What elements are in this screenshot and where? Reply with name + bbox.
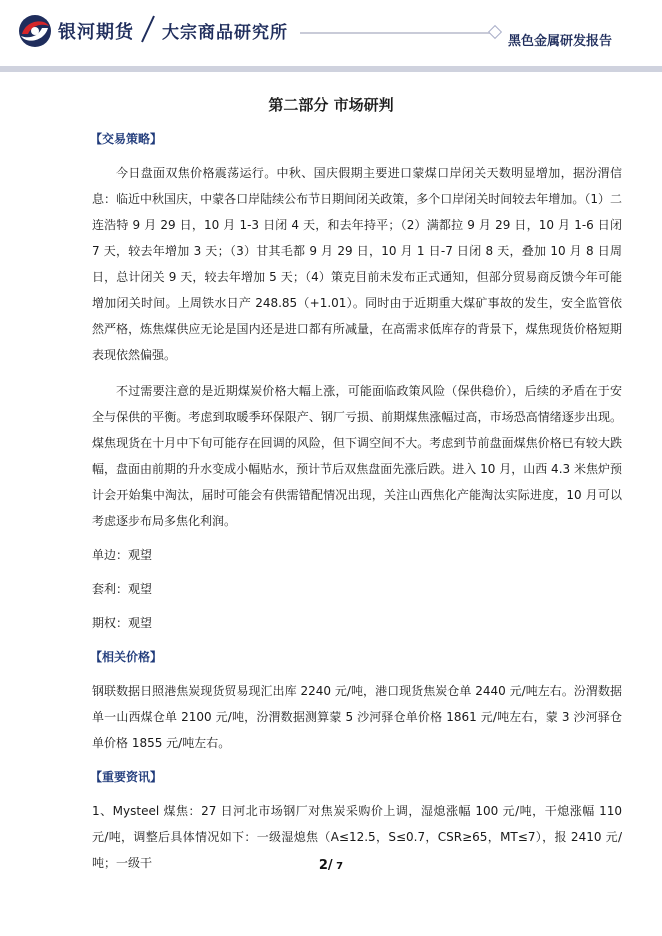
report-body xyxy=(92,126,622,876)
related-prices-heading: 【相关价格】 xyxy=(90,650,163,664)
header-rule xyxy=(300,32,496,34)
arbitrage-strategy: 套利：观望 xyxy=(92,582,153,596)
strategy-paragraph: 今日盘面双焦价格震荡运行。中秋、国庆假期主要进口蒙煤口岸闭关天数明显增加，据汾渭信息：临近中秋国庆，中蒙各口岸陆续公布节日期间闭关政策，多个口岸闭关时间较去年增加。（1）二连浩特 9 月 29 日，10 月 1-3 日闭 4 天，和去年持平；（2）满都拉 9 月 29 日，10 月 1-6 日闭 7 天，较去年增加 3 天；（3）甘其毛都 9 月 29 日，10 月 1 日-7 日闭 8 天，叠加 10 月 8 日周日，总计闭关 9 天，较去年增加 5 天；（4）策克目前未发布正式通知，但部分贸易商反馈今年可能增加闭关时间。上周铁水日产 248.85（+1.01）。同时由于近期重大煤矿事故的发生，安全监管依然严格，炼焦煤供应无论是国内还是进口都有所减量，在高需求低库存的背景下，煤焦现货价格短期表现依然偏强。 xyxy=(92,166,622,362)
page-number xyxy=(0,858,662,873)
options-strategy: 期权：观望 xyxy=(92,616,153,630)
total-pages: 7 xyxy=(332,861,344,872)
page-separator: / xyxy=(327,858,333,873)
news-text: 1、Mysteel 煤焦：27 日河北市场钢厂对焦炭采购价上调，湿熄涨幅 100 元/吨，干熄涨幅 110 元/吨，调整后具体情况如下：一级湿熄焦（A≤12.5，S≤0.7，CSR≥65，MT≤7），报 2410 元/吨；一级干 xyxy=(92,804,622,870)
divider-slash-icon xyxy=(138,14,158,44)
brand-name: 银河期货 xyxy=(58,22,134,43)
news-heading: 【重要资讯】 xyxy=(90,770,163,784)
diamond-icon xyxy=(488,25,502,39)
current-page: 2 xyxy=(318,858,328,873)
single-side-strategy: 单边：观望 xyxy=(92,548,153,562)
trade-strategy-heading: 【交易策略】 xyxy=(90,132,163,146)
strategy-paragraph: 不过需要注意的是近期煤炭价格大幅上涨，可能面临政策风险（保供稳价），后续的矛盾在于安全与保供的平衡。考虑到取暖季环保限产、钢厂亏损、前期煤焦涨幅过高，市场恐高情绪逐步出现。煤焦现货在十月中下旬可能存在回调的风险，但下调空间不大。考虑到节前盘面煤焦价格已有较大跌幅，盘面由前期的升水变成小幅贴水，预计节后双焦盘面先涨后跌。进入 10 月，山西 4.3 米焦炉预计会开始集中淘汰，届时可能会有供需错配情况出现，关注山西焦化产能淘汰实际进度，10 月可以考虑逐步布局多焦化利润。 xyxy=(92,384,622,528)
related-prices-text: 钢联数据日照港焦炭现货贸易现汇出库 2240 元/吨，港口现货焦炭仓单 2440 元/吨左右。汾渭数据单一山西煤仓单 2100 元/吨，汾渭数据测算蒙 5 沙河驿仓单价格 1861 元/吨左右，蒙 3 沙河驿仓单价格 1855 元/吨左右。 xyxy=(92,684,622,750)
report-header xyxy=(0,0,662,68)
report-type-label: 黑色金属研发报告 xyxy=(508,34,613,49)
institute-name: 大宗商品研究所 xyxy=(162,23,288,43)
header-bottom-bar xyxy=(0,66,662,72)
galaxy-logo-icon xyxy=(18,14,52,48)
section-title: 第二部分 市场研判 xyxy=(268,96,394,114)
